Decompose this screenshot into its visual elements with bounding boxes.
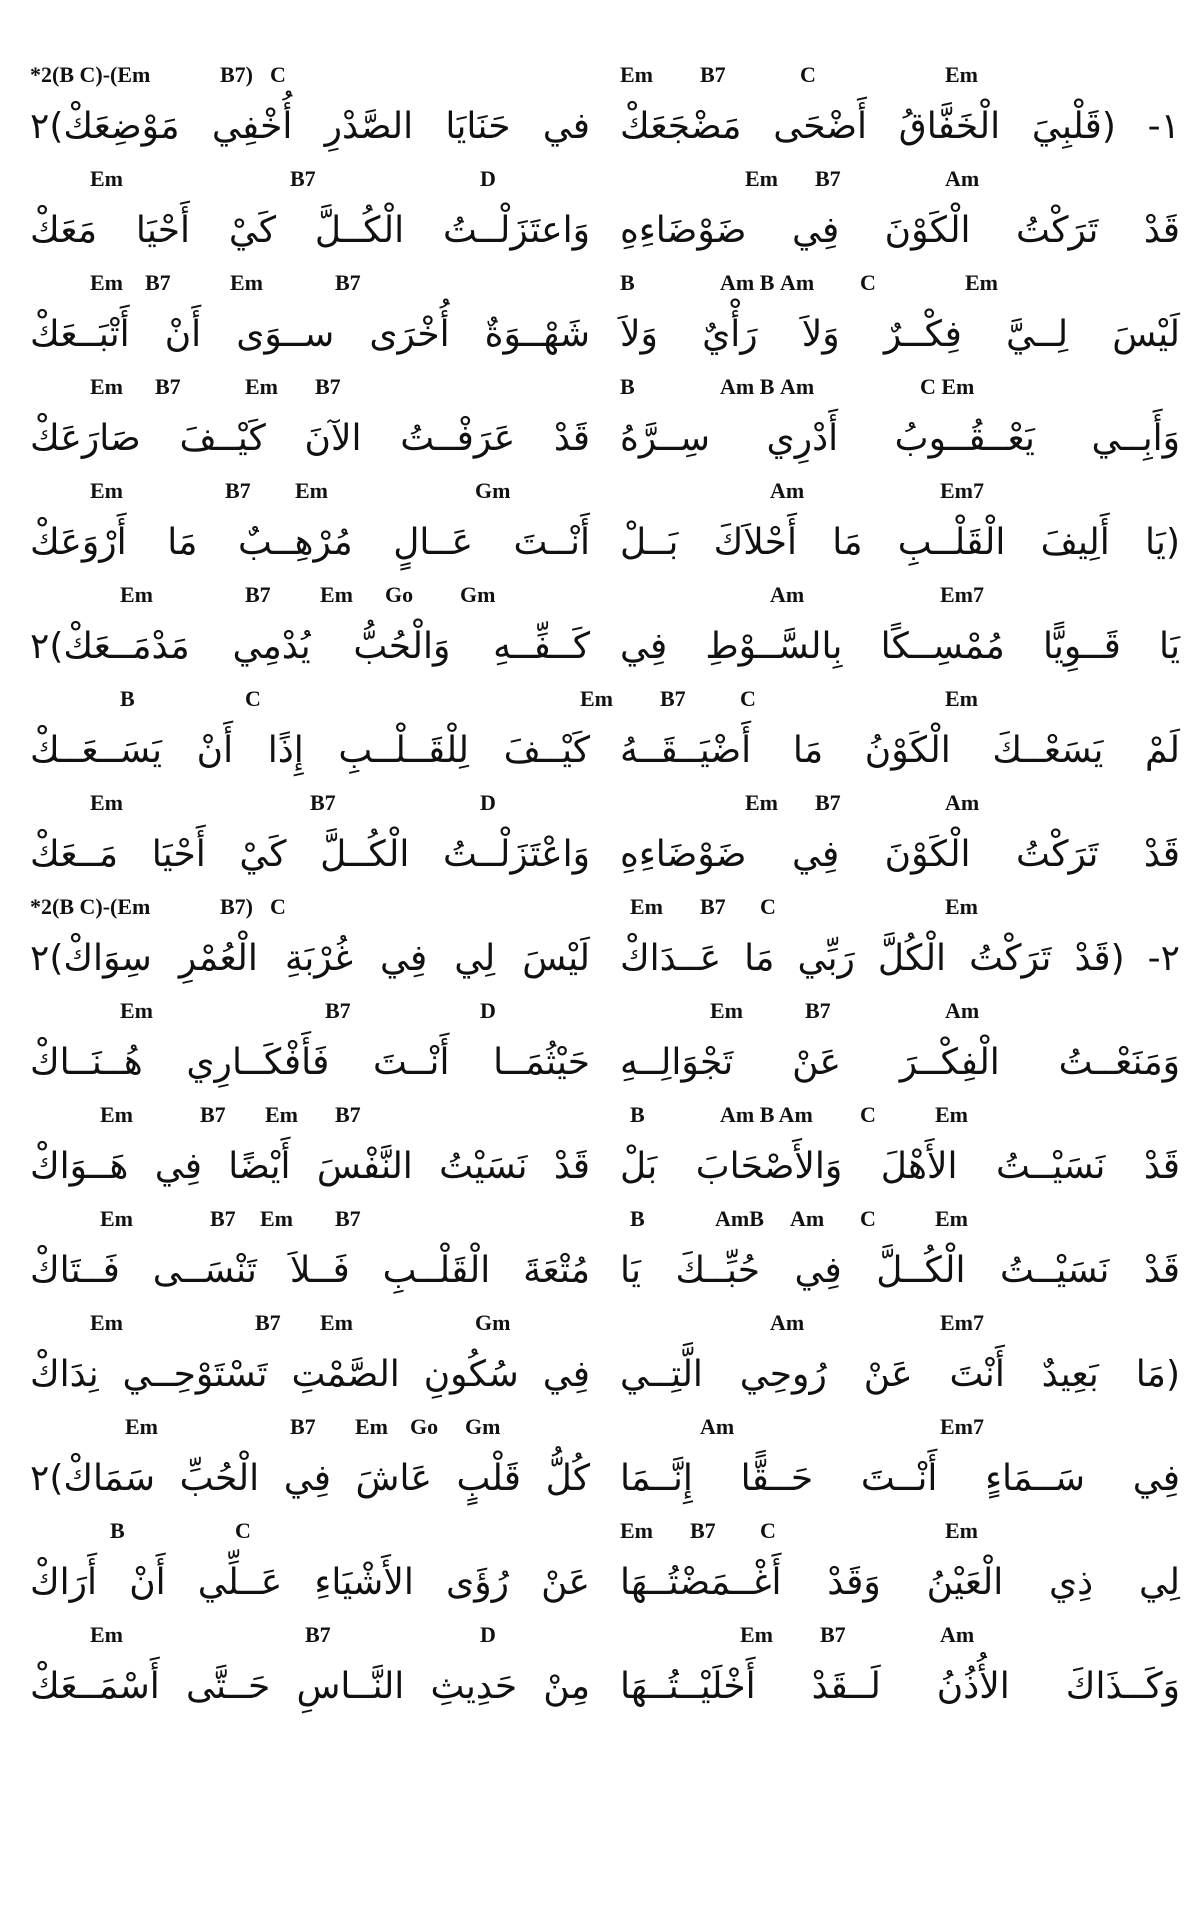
left-line [30, 62, 590, 166]
chord: Em [265, 1102, 298, 1127]
chord: Em [100, 1102, 133, 1127]
chord: B7 [335, 270, 361, 295]
chord: Em [120, 998, 153, 1023]
chord: Em [945, 1518, 978, 1543]
chord: B7 [290, 1414, 316, 1439]
lyric-line: في حَنَايَا الصَّدْرِ أُخْفِي مَوْضِعَكْ)٢ [30, 106, 590, 147]
chord: Em [320, 1310, 353, 1335]
chord: C [270, 894, 286, 919]
chord: Em7 [940, 1414, 984, 1439]
lyric-line: شَهْــوَةٌ أُخْرَى ســوَى أَنْ أَتْبَــعَكْ [30, 314, 590, 355]
chord-row [620, 166, 1180, 200]
chord: Em [710, 998, 743, 1023]
chord-row [620, 1310, 1180, 1344]
lyric-line: ٢- (قَدْ تَرَكْتُ الْكُلَّ رَبِّي مَا عَــدَاكْ [620, 938, 1180, 979]
chord: Em7 [940, 1310, 984, 1335]
lyric-line: (يَا أَلِيفَ الْقَلْــبِ مَا أَحْلاَكَ بَــلْ [620, 522, 1180, 563]
chord: B [620, 270, 635, 295]
lyric-line: لِي ذِي الْعَيْنُ وَقَدْ أَغْــمَضْتُــهَا [620, 1562, 1180, 1603]
chord: Am B [720, 270, 775, 295]
chord: B [630, 1102, 645, 1127]
chord: B7 [820, 1622, 846, 1647]
lyric-line: وَاعْتَزَلْــتُ الْكُــلَّ كَيْ أَحْيَا مَــعَكْ [30, 834, 590, 875]
chord: B7 [700, 62, 726, 87]
chord: B7 [335, 1206, 361, 1231]
chord: Em7 [940, 582, 984, 607]
chord-row [30, 1414, 590, 1448]
lyric-line: حَيْثُمَــا أَنْــتَ فَأَفْكَــارِي هُــنَــاكْ [30, 1042, 590, 1083]
right-line [620, 894, 1180, 998]
chord-row [30, 1102, 590, 1136]
lyric-line: قَدْ نَسَيْــتُ الأَهْلَ وَالأَصْحَابَ بَلْ [620, 1146, 1180, 1187]
right-line [620, 790, 1180, 894]
left-line [30, 686, 590, 790]
chord: C [760, 1518, 776, 1543]
left-line [30, 1518, 590, 1622]
chord: Em [740, 1622, 773, 1647]
right-line [620, 374, 1180, 478]
chord: B [110, 1518, 125, 1543]
chord: B7 [200, 1102, 226, 1127]
chord: Am [945, 998, 980, 1023]
chord: Am [940, 1622, 975, 1647]
chord: AmB [715, 1206, 764, 1231]
chord-row [620, 1414, 1180, 1448]
right-line [620, 478, 1180, 582]
chord: Em [630, 894, 663, 919]
lyric-line: كُلُّ قَلْبٍ عَاشَ فِي الْحُبِّ سَمَاكْ)٢ [30, 1458, 590, 1499]
left-line [30, 1310, 590, 1414]
chord: D [480, 998, 496, 1023]
chord: B7 [310, 790, 336, 815]
chord-row [620, 790, 1180, 824]
lyric-line: أَنْــتَ عَــالٍ مُرْهِــبٌ مَا أَرْوَعَكْ [30, 522, 590, 563]
chord: Em [90, 166, 123, 191]
right-line [580, 686, 1180, 790]
chord-row [30, 582, 590, 616]
chord: D [480, 166, 496, 191]
chord: C [860, 270, 876, 295]
chord: B7 [805, 998, 831, 1023]
lyric-line: يَا قَــوِيًّا مُمْسِــكًا بِالسَّــوْطِ فِي [620, 626, 1180, 667]
left-column [30, 62, 590, 1726]
right-line [620, 1206, 1180, 1310]
chord-row [620, 374, 1180, 408]
lyric-line: وَمَنَعْــتُ الْفِكْــرَ عَنْ تَجْوَالِــهِ [620, 1042, 1180, 1083]
chord-row [30, 998, 590, 1032]
chord: B7 [255, 1310, 281, 1335]
chord: Em [945, 894, 978, 919]
chord: B7 [315, 374, 341, 399]
chord: Gm [460, 582, 496, 607]
lyric-line: كَيْــفَ لِلْقَــلْــبِ إِذًا أَنْ يَسَــعَــكْ [30, 730, 590, 771]
right-line [620, 1518, 1180, 1622]
chord-row [30, 270, 590, 304]
chord: Em [230, 270, 263, 295]
chord: B7) [220, 62, 253, 87]
lyric-line: لَيْسَ لِــيَّ فِكْــرٌ وَلاَ رَأْيٌ وَلاَ [620, 314, 1180, 355]
chord: Em [320, 582, 353, 607]
chord: Am B Am [720, 1102, 813, 1127]
chord-row [580, 686, 1180, 720]
left-line [30, 1622, 590, 1726]
left-line [30, 270, 590, 374]
chord: B7 [290, 166, 316, 191]
chord: B7 [335, 1102, 361, 1127]
left-line [30, 582, 590, 686]
chord: Am [780, 374, 815, 399]
left-line [30, 1414, 590, 1518]
chord-row [30, 1518, 590, 1552]
chord-row [30, 478, 590, 512]
chord: B7 [145, 270, 171, 295]
chord: Em [745, 166, 778, 191]
chord: Em7 [940, 478, 984, 503]
chord: Am [700, 1414, 735, 1439]
chord-row [30, 1310, 590, 1344]
chord: B7 [815, 790, 841, 815]
chord-row [30, 790, 590, 824]
chord: Em [90, 478, 123, 503]
chord: B7 [210, 1206, 236, 1231]
chord: Em [295, 478, 328, 503]
lyric-line: لَمْ يَسَعْــكَ الْكَوْنُ مَا أَضْيَــقَــهُ [620, 730, 1180, 771]
chord-row [30, 894, 590, 928]
chord: Em [620, 62, 653, 87]
chord: Em [965, 270, 998, 295]
lyric-line: وَكَــذَاكَ الأُذُنُ لَــقَدْ أَخْلَيْــتُــهَا [620, 1666, 1180, 1707]
chord: B7 [225, 478, 251, 503]
right-line [620, 1102, 1180, 1206]
chord: Em [90, 374, 123, 399]
chord: Em [120, 582, 153, 607]
chord: C [860, 1206, 876, 1231]
chord-row [30, 166, 590, 200]
lyric-line: مُتْعَةَ الْقَلْــبِ فَــلاَ تَنْسَــى فَــتَاكْ [30, 1250, 590, 1291]
lyric-line: لَيْسَ لِي فِي غُرْبَةِ الْعُمْرِ سِوَاكْ)٢ [30, 938, 590, 979]
chord: Go [385, 582, 414, 607]
chord: Go [410, 1414, 439, 1439]
left-line [30, 166, 590, 270]
chord: Em [355, 1414, 388, 1439]
lyric-line: ١- (قَلْبِيَ الْخَفَّاقُ أَضْحَى مَضْجَعَكْ [620, 106, 1180, 147]
left-line [30, 894, 590, 998]
left-line [30, 998, 590, 1102]
chord: Gm [475, 1310, 511, 1335]
chord: Am [770, 582, 805, 607]
chord: Em [90, 790, 123, 815]
chord: Em [580, 686, 613, 711]
chord: C [740, 686, 756, 711]
chord-row [620, 478, 1180, 512]
chord-row [30, 1206, 590, 1240]
chord: B [630, 1206, 645, 1231]
chord: D [480, 1622, 496, 1647]
chord-row [620, 894, 1180, 928]
chord: Am [770, 478, 805, 503]
chord-row [30, 62, 590, 96]
left-line [30, 1102, 590, 1206]
chord: C [235, 1518, 251, 1543]
chord: C [760, 894, 776, 919]
chord: B7 [305, 1622, 331, 1647]
chord: Am [945, 166, 980, 191]
chord-row [620, 270, 1180, 304]
left-line [30, 478, 590, 582]
chord: B7 [815, 166, 841, 191]
chord-row [620, 998, 1180, 1032]
right-line [620, 998, 1180, 1102]
chord: Am [790, 1206, 825, 1231]
chord: Em [90, 1622, 123, 1647]
chord: Em [245, 374, 278, 399]
right-line [620, 1414, 1180, 1518]
lyric-line: قَدْ نَسَيْتُ النَّفْسَ أَيْضًا فِي هَــوَاكْ [30, 1146, 590, 1187]
chord: Em [935, 1206, 968, 1231]
chord: Am B [720, 374, 775, 399]
left-line [30, 374, 590, 478]
lyric-line: مِنْ حَدِيثِ النَّــاسِ حَــتَّى أَسْمَــعَكْ [30, 1666, 590, 1707]
chord: B7 [325, 998, 351, 1023]
chord: C [800, 62, 816, 87]
left-line [30, 1206, 590, 1310]
chord: B7) [220, 894, 253, 919]
chord: B [120, 686, 135, 711]
chord: C Em [920, 374, 975, 399]
chord-row [620, 1518, 1180, 1552]
right-line [620, 270, 1180, 374]
chord: Em [125, 1414, 158, 1439]
chord: C [860, 1102, 876, 1127]
chord: Em [90, 270, 123, 295]
chord: B7 [245, 582, 271, 607]
chord-row [620, 1206, 1180, 1240]
lyric-line: قَدْ عَرَفْــتُ الآنَ كَيْــفَ صَارَعَكْ [30, 418, 590, 459]
lyric-line: فِي سَــمَاءٍ أَنْــتَ حَــقًّا إِنَّــمَا [620, 1458, 1180, 1499]
chord-row [30, 1622, 590, 1656]
chord: B7 [660, 686, 686, 711]
right-line [620, 62, 1180, 166]
chord-row [30, 374, 590, 408]
chord: Em [945, 686, 978, 711]
chord-row [620, 62, 1180, 96]
chord: Em [945, 62, 978, 87]
lyric-line: قَدْ تَرَكْتُ الْكَوْنَ فِي ضَوْضَاءِهِ [620, 834, 1180, 875]
chord: *2(B C)-(Em [30, 62, 151, 87]
lyric-line: عَنْ رُؤَى الأَشْيَاءِ عَــلِّي أَنْ أَرَاكْ [30, 1562, 590, 1603]
chord: B7 [690, 1518, 716, 1543]
chord: Gm [465, 1414, 501, 1439]
chord-row [620, 1102, 1180, 1136]
chord: Gm [475, 478, 511, 503]
chord: C [270, 62, 286, 87]
lyric-line: وَأَبِــي يَعْــقُــوبُ أَدْرِي سِــرَّهُ [620, 418, 1180, 459]
chord: Em [90, 1310, 123, 1335]
chord: B7 [155, 374, 181, 399]
lyric-line: وَاعتَزَلْــتُ الْكُــلَّ كَيْ أَحْيَا مَعَكْ [30, 210, 590, 251]
chord-row [620, 582, 1180, 616]
chord: Am [770, 1310, 805, 1335]
right-line [620, 1622, 1180, 1726]
chord: Em [620, 1518, 653, 1543]
right-line [620, 1310, 1180, 1414]
chord: Am [780, 270, 815, 295]
right-line [620, 166, 1180, 270]
chord: C [245, 686, 261, 711]
lyric-line: كَــفِّــهِ وَالْحُبُّ يُدْمِي مَدْمَــعَكْ)٢ [30, 626, 590, 667]
lyric-line: قَدْ نَسَيْــتُ الْكُــلَّ فِي حُبِّــكَ يَا [620, 1250, 1180, 1291]
left-line [30, 790, 590, 894]
chord: Em [260, 1206, 293, 1231]
right-column [580, 62, 1180, 1726]
chord: *2(B C)-(Em [30, 894, 151, 919]
chord: B [620, 374, 635, 399]
chord: Em [935, 1102, 968, 1127]
lyric-line: (مَا بَعِيدٌ أَنْتَ عَنْ رُوحِي الَّتِــي [620, 1354, 1180, 1395]
chord: Em [100, 1206, 133, 1231]
lyric-line: قَدْ تَرَكْتُ الْكَوْنَ فِي ضَوْضَاءِهِ [620, 210, 1180, 251]
chord: D [480, 790, 496, 815]
chord-row [30, 686, 590, 720]
chord: Em [745, 790, 778, 815]
right-line [620, 582, 1180, 686]
chord: B7 [700, 894, 726, 919]
lyric-line: فِي سُكُونِ الصَّمْتِ تَسْتَوْحِــي نِدَاكْ [30, 1354, 590, 1395]
chord-row [620, 1622, 1180, 1656]
chord: Am [945, 790, 980, 815]
